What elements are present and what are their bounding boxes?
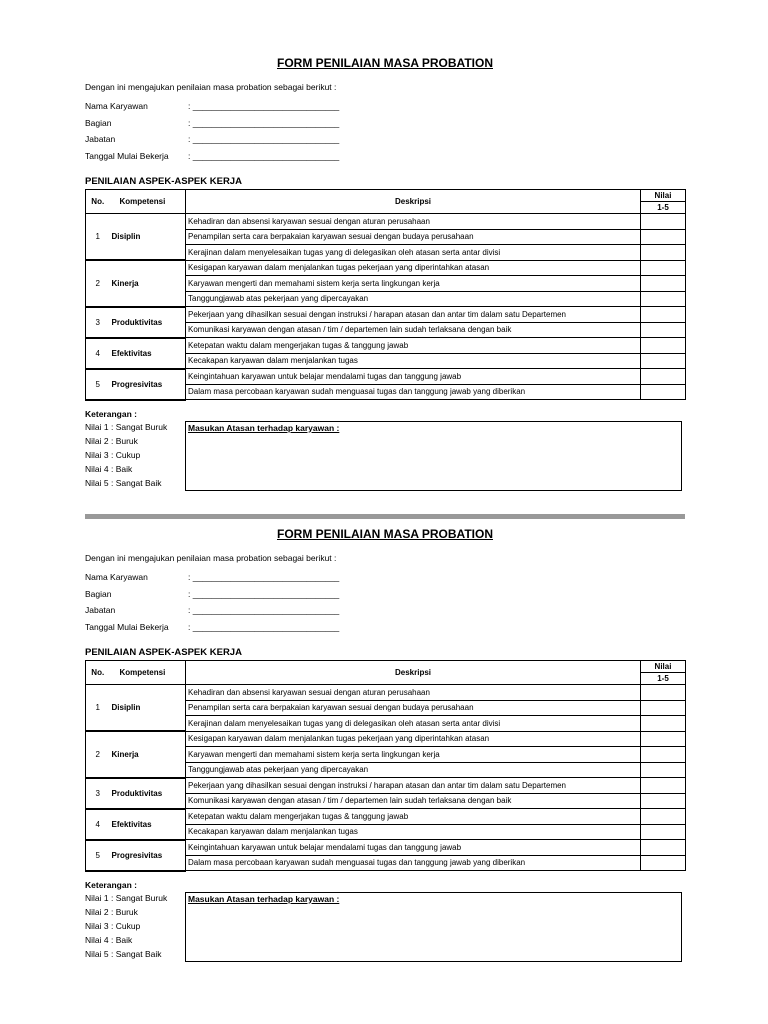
masukan-atasan-box[interactable] [185, 421, 682, 491]
deskripsi-cell: Ketepatan waktu dalam mengerjakan tugas & tanggung jawab [186, 809, 641, 825]
nilai-input-cell[interactable] [641, 307, 686, 323]
table-row [86, 809, 686, 825]
nilai-input-cell[interactable] [641, 840, 686, 856]
kompetensi-cell: Kinerja [110, 260, 186, 307]
table-row [86, 731, 686, 747]
nilai-input-cell[interactable] [641, 384, 686, 400]
form-title: FORM PENILAIAN MASA PROBATION [277, 56, 493, 70]
form-intro: Dengan ini mengajukan penilaian masa probation sebagai berikut : [85, 553, 337, 563]
legend-item: Nilai 2 : Buruk [85, 906, 138, 917]
row-number: 2 [86, 731, 110, 778]
nilai-input-cell[interactable] [641, 276, 686, 292]
kompetensi-cell: Kinerja [110, 731, 186, 778]
identity-fields [85, 98, 685, 164]
legend-item: Nilai 2 : Buruk [85, 435, 138, 446]
keterangan-legend [85, 409, 185, 491]
row-number: 4 [86, 338, 110, 369]
legend-item: Nilai 1 : Sangat Buruk [85, 892, 168, 903]
deskripsi-cell: Kehadiran dan absensi karyawan sesuai dengan aturan perusahaan [186, 685, 641, 701]
identity-fields [85, 569, 685, 635]
deskripsi-cell: Kerajinan dalam menyelesaikan tugas yang di delegasikan oleh atasan serta antar divisi [186, 716, 641, 732]
row-number: 1 [86, 214, 110, 261]
section-title: PENILAIAN ASPEK-ASPEK KERJA [85, 176, 242, 187]
nilai-input-cell[interactable] [641, 809, 686, 825]
nilai-input-cell[interactable] [641, 214, 686, 230]
legend-item: Nilai 3 : Cukup [85, 920, 141, 931]
form-intro: Dengan ini mengajukan penilaian masa probation sebagai berikut : [85, 82, 337, 92]
deskripsi-cell: Dalam masa percobaan karyawan sudah menguasai tugas dan tanggung jawab yang diberikan [186, 855, 641, 871]
form-title: FORM PENILAIAN MASA PROBATION [277, 527, 493, 541]
header-nilai-range: 1-5 [641, 673, 686, 685]
field-bagian[interactable]: Bagian : _______________________________ [85, 117, 340, 128]
nilai-input-cell[interactable] [641, 353, 686, 369]
deskripsi-cell: Komunikasi karyawan dengan atasan / tim / departemen lain sudah terlaksana dengan baik [186, 322, 641, 338]
deskripsi-cell: Pekerjaan yang dihasilkan sesuai dengan instruksi / harapan atasan dan antar tim dalam satu Departemen [186, 307, 641, 323]
field-nama-karyawan[interactable]: Nama Karyawan : _______________________________ [85, 572, 340, 582]
nilai-input-cell[interactable] [641, 338, 686, 354]
header-nilai-range: 1-5 [641, 202, 686, 214]
nilai-input-cell[interactable] [641, 700, 686, 716]
masukan-label: Masukan Atasan terhadap karyawan : [188, 893, 340, 904]
field-tanggal-mulai[interactable]: Tanggal Mulai Bekerja : _______________________________ [85, 621, 340, 632]
header-deskripsi: Deskripsi [186, 661, 641, 685]
kompetensi-cell: Progresivitas [110, 840, 186, 871]
table-row [86, 778, 686, 794]
nilai-input-cell[interactable] [641, 747, 686, 763]
field-jabatan[interactable]: Jabatan : _______________________________ [85, 605, 340, 615]
field-bagian[interactable]: Bagian : _______________________________ [85, 588, 340, 599]
table-row [86, 685, 686, 701]
table-row [86, 260, 686, 276]
deskripsi-cell: Komunikasi karyawan dengan atasan / tim / departemen lain sudah terlaksana dengan baik [186, 793, 641, 809]
field-nama-karyawan[interactable]: Nama Karyawan : _______________________________ [85, 101, 340, 111]
row-number: 3 [86, 307, 110, 338]
header-deskripsi: Deskripsi [186, 190, 641, 214]
deskripsi-cell: Kerajinan dalam menyelesaikan tugas yang di delegasikan oleh atasan serta antar divisi [186, 245, 641, 261]
nilai-input-cell[interactable] [641, 260, 686, 276]
keterangan-title: Keterangan : [85, 879, 137, 890]
nilai-input-cell[interactable] [641, 855, 686, 871]
row-number: 3 [86, 778, 110, 809]
row-number: 2 [86, 260, 110, 307]
kompetensi-cell: Produktivitas [110, 778, 186, 809]
evaluation-table [85, 660, 686, 872]
legend-item: Nilai 5 : Sangat Baik [85, 477, 162, 488]
kompetensi-cell: Progresivitas [110, 369, 186, 400]
deskripsi-cell: Kesigapan karyawan dalam menjalankan tugas pekerjaan yang diperintahkan atasan [186, 731, 641, 747]
deskripsi-cell: Karyawan mengerti dan memahami sistem kerja serta lingkungan kerja [186, 276, 641, 292]
legend-item: Nilai 1 : Sangat Buruk [85, 421, 168, 432]
deskripsi-cell: Kecakapan karyawan dalam menjalankan tugas [186, 353, 641, 369]
header-nilai: Nilai [641, 190, 686, 202]
table-row [86, 338, 686, 354]
deskripsi-cell: Kesigapan karyawan dalam menjalankan tugas pekerjaan yang diperintahkan atasan [186, 260, 641, 276]
deskripsi-cell: Tanggungjawab atas pekerjaan yang dipercayakan [186, 762, 641, 778]
evaluation-table [85, 189, 686, 401]
row-number: 1 [86, 685, 110, 732]
nilai-input-cell[interactable] [641, 778, 686, 794]
keterangan-legend [85, 880, 185, 962]
form-footer [85, 880, 685, 962]
field-jabatan[interactable]: Jabatan : _______________________________ [85, 134, 340, 144]
header-nilai: Nilai [641, 661, 686, 673]
deskripsi-cell: Ketepatan waktu dalam mengerjakan tugas & tanggung jawab [186, 338, 641, 354]
nilai-input-cell[interactable] [641, 762, 686, 778]
nilai-input-cell[interactable] [641, 322, 686, 338]
nilai-input-cell[interactable] [641, 685, 686, 701]
probation-form-2 [85, 527, 685, 962]
nilai-input-cell[interactable] [641, 716, 686, 732]
legend-item: Nilai 4 : Baik [85, 934, 133, 945]
header-no: No. [86, 661, 110, 685]
table-row [86, 307, 686, 323]
legend-item: Nilai 4 : Baik [85, 463, 133, 474]
table-row [86, 214, 686, 230]
nilai-input-cell[interactable] [641, 731, 686, 747]
deskripsi-cell: Kehadiran dan absensi karyawan sesuai dengan aturan perusahaan [186, 214, 641, 230]
deskripsi-cell: Dalam masa percobaan karyawan sudah menguasai tugas dan tanggung jawab yang diberikan [186, 384, 641, 400]
nilai-input-cell[interactable] [641, 369, 686, 385]
masukan-atasan-box[interactable] [185, 892, 682, 962]
masukan-label: Masukan Atasan terhadap karyawan : [188, 422, 340, 433]
form-footer [85, 409, 685, 491]
keterangan-title: Keterangan : [85, 408, 137, 419]
deskripsi-cell: Karyawan mengerti dan memahami sistem kerja serta lingkungan kerja [186, 747, 641, 763]
deskripsi-cell: Kecakapan karyawan dalam menjalankan tugas [186, 824, 641, 840]
header-kompetensi: Kompetensi [110, 661, 186, 685]
header-kompetensi: Kompetensi [110, 190, 186, 214]
deskripsi-cell: Pekerjaan yang dihasilkan sesuai dengan instruksi / harapan atasan dan antar tim dalam satu Departemen [186, 778, 641, 794]
legend-item: Nilai 5 : Sangat Baik [85, 948, 162, 959]
nilai-input-cell[interactable] [641, 229, 686, 245]
deskripsi-cell: Penampilan serta cara berpakaian karyawan sesuai dengan budaya perusahaan [186, 229, 641, 245]
header-no: No. [86, 190, 110, 214]
row-number: 4 [86, 809, 110, 840]
deskripsi-cell: Penampilan serta cara berpakaian karyawan sesuai dengan budaya perusahaan [186, 700, 641, 716]
kompetensi-cell: Produktivitas [110, 307, 186, 338]
kompetensi-cell: Efektivitas [110, 338, 186, 369]
row-number: 5 [86, 840, 110, 871]
section-title: PENILAIAN ASPEK-ASPEK KERJA [85, 647, 242, 658]
deskripsi-cell: Keingintahuan karyawan untuk belajar mendalami tugas dan tanggung jawab [186, 840, 641, 856]
nilai-input-cell[interactable] [641, 824, 686, 840]
deskripsi-cell: Tanggungjawab atas pekerjaan yang dipercayakan [186, 291, 641, 307]
nilai-input-cell[interactable] [641, 245, 686, 261]
legend-item: Nilai 3 : Cukup [85, 449, 141, 460]
deskripsi-cell: Keingintahuan karyawan untuk belajar mendalami tugas dan tanggung jawab [186, 369, 641, 385]
field-tanggal-mulai[interactable]: Tanggal Mulai Bekerja : _______________________________ [85, 150, 340, 161]
nilai-input-cell[interactable] [641, 793, 686, 809]
page-divider [85, 514, 685, 519]
probation-form-1 [85, 56, 685, 491]
kompetensi-cell: Disiplin [110, 214, 186, 261]
table-row [86, 369, 686, 385]
nilai-input-cell[interactable] [641, 291, 686, 307]
row-number: 5 [86, 369, 110, 400]
table-row [86, 840, 686, 856]
kompetensi-cell: Disiplin [110, 685, 186, 732]
kompetensi-cell: Efektivitas [110, 809, 186, 840]
